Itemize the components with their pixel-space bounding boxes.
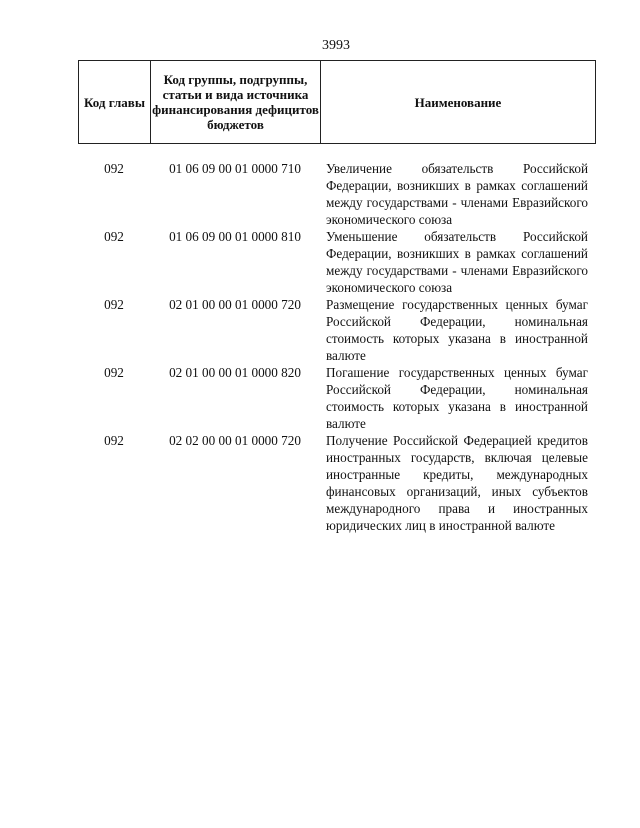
table-row: [78, 432, 596, 534]
table-row: [78, 296, 596, 364]
chapter-code-cell: 092: [104, 161, 124, 176]
header-chapter-code: Код главы: [79, 61, 151, 143]
table-body: [78, 160, 596, 534]
source-code-cell: 02 01 00 00 01 0000 720: [169, 297, 301, 312]
table-row: [78, 364, 596, 432]
name-cell: Размещение государственных ценных бумаг Российской Федерации, номинальная стоимость которых указана в иностранной валюте: [326, 297, 588, 363]
name-cell: Погашение государственных ценных бумаг Российской Федерации, номинальная стоимость которых указана в иностранной валюте: [326, 365, 588, 431]
chapter-code-cell: 092: [104, 229, 124, 244]
header-name: Наименование: [414, 94, 502, 110]
name-cell: Увеличение обязательств Российской Федерации, возникших в рамках соглашений между государствами - членами Евразийского экономического союза: [326, 161, 588, 227]
table-row: [78, 228, 596, 296]
source-code-cell: 02 02 00 00 01 0000 720: [169, 433, 301, 448]
source-code-cell: 01 06 09 00 01 0000 810: [169, 229, 301, 244]
chapter-code-cell: 092: [104, 433, 124, 448]
name-cell: Получение Российской Федерацией кредитов иностранных государств, включая целевые иностранные кредиты, международных финансовых организаций, иных субъектов международного права и иностранных юридических лиц в иностранной валюте: [326, 433, 588, 533]
table-row: [78, 160, 596, 228]
name-cell: Уменьшение обязательств Российской Федерации, возникших в рамках соглашений между государствами - членами Евразийского экономического союза: [326, 229, 588, 295]
source-code-cell: 02 01 00 00 01 0000 820: [169, 365, 301, 380]
table-header: [78, 60, 596, 144]
chapter-code-cell: 092: [104, 365, 124, 380]
source-code-cell: 01 06 09 00 01 0000 710: [169, 161, 301, 176]
header-source-code: Код группы, подгруппы, статьи и вида источника финансирования дефицитов бюджетов: [151, 61, 321, 143]
page-number: 3993: [322, 38, 350, 53]
chapter-code-cell: 092: [104, 297, 124, 312]
